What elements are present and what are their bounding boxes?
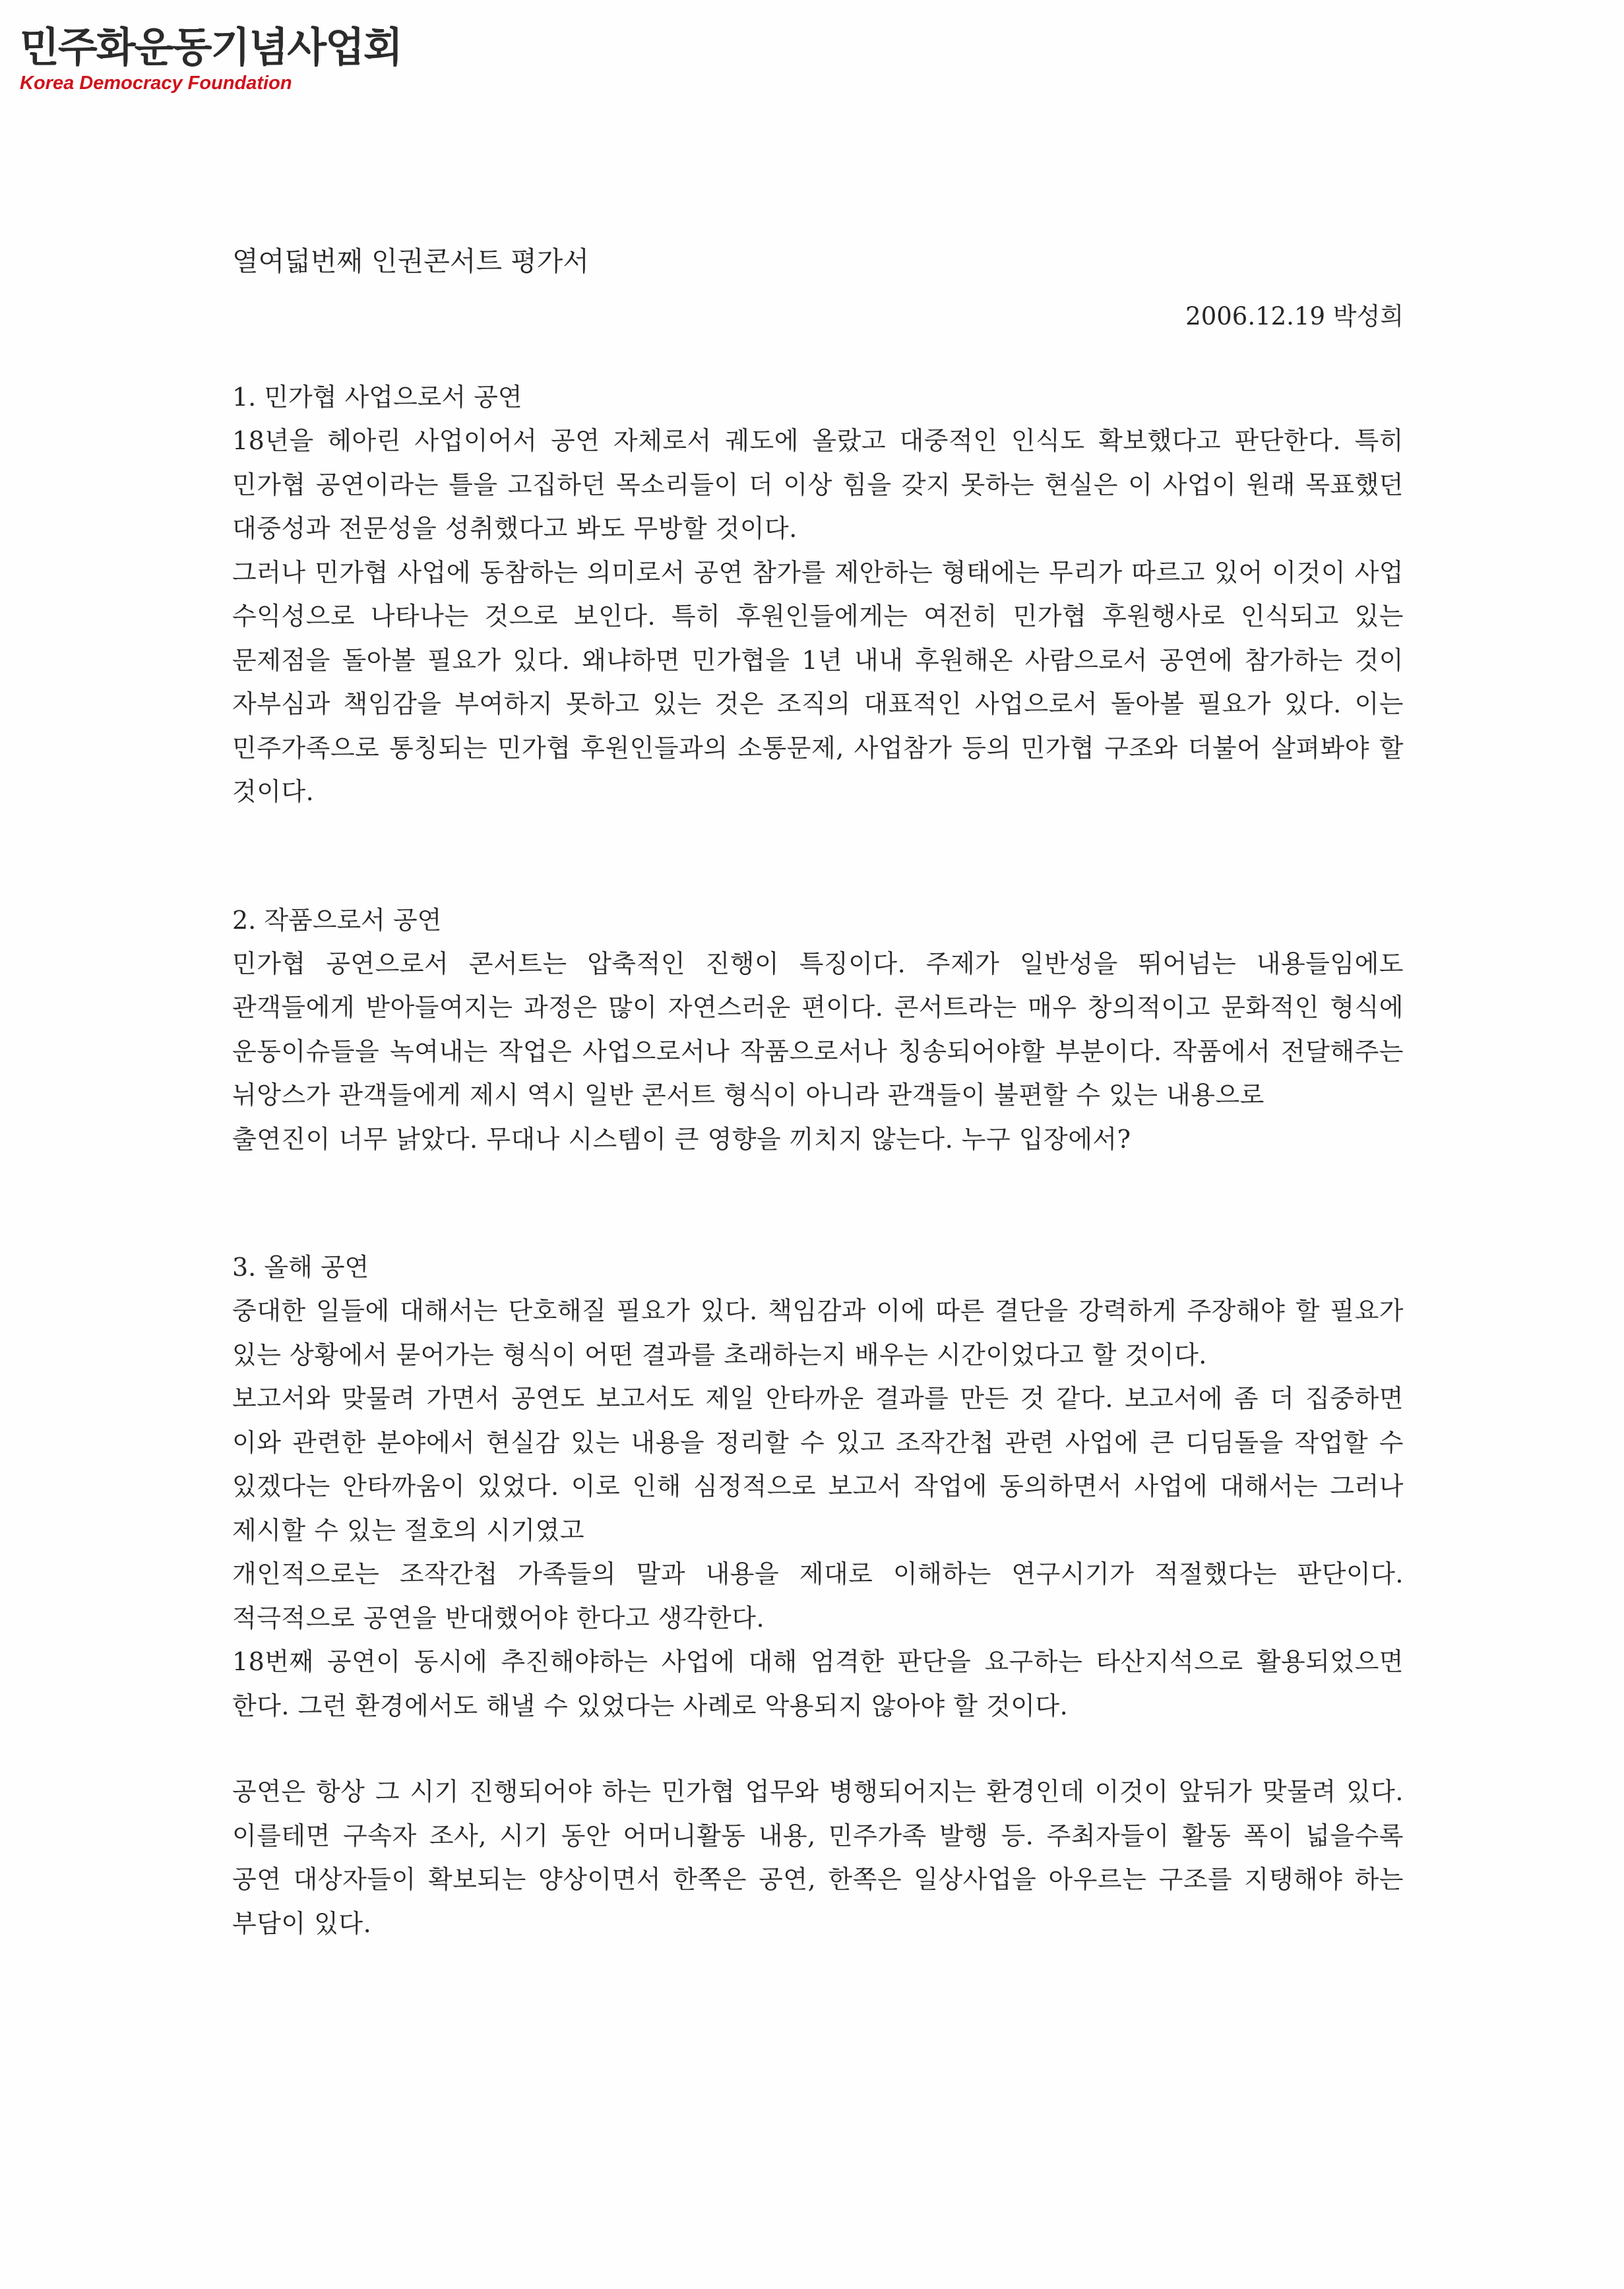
- logo-korean-text: 민주화운동기념사업회: [20, 23, 402, 71]
- section-3: [232, 1245, 1404, 1945]
- document-title: 열여덟번째 인권콘서트 평가서: [232, 245, 589, 277]
- closing-paragraph: 공연은 항상 그 시기 진행되어야 하는 민가협 업무와 병행되어지는 환경인데 이것이 앞뒤가 맞물려 있다. 이를테면 구속자 조사, 시기 동안 어머니활동 내용, 민주가족 발행 등. 주최자들이 활동 폭이 넓을수록 공연 대상자들이 확보되는 양상이면서 한쪽은 공연, 한쪽은 일상사업을 아우르는 구조를 지탱해야 하는 부담이 있다.: [232, 1777, 1404, 1938]
- section-paragraph: 개인적으로는 조작간첩 가족들의 말과 내용을 제대로 이해하는 연구시기가 적절했다는 판단이다. 적극적으로 공연을 반대했어야 한다고 생각한다.: [232, 1559, 1404, 1633]
- section-1: [232, 375, 1404, 814]
- section-paragraph: 18번째 공연이 동시에 추진해야하는 사업에 대해 엄격한 판단을 요구하는 타산지석으로 활용되었으면 한다. 그런 환경에서도 해낼 수 있었다는 사례로 악용되지 않아야 할 것이다.: [232, 1647, 1404, 1720]
- section-paragraph: 민가협 공연으로서 콘서트는 압축적인 진행이 특징이다. 주제가 일반성을 뛰어넘는 내용들임에도 관객들에게 받아들여지는 과정은 많이 자연스러운 편이다. 콘서트라는 매우 창의적이고 문화적인 형식에 운동이슈들을 녹여내는 작업은 사업으로서나 작품으로서나 칭송되어야할 부분이다. 작품에서 전달해주는 뉘앙스가 관객들에게 제시 역시 일반 콘서트 형식이 아니라 관객들이 불편할 수 있는 내용으로: [232, 949, 1404, 1110]
- section-heading: 1. 민가협 사업으로서 공연: [232, 383, 522, 412]
- section-2: [232, 898, 1404, 1162]
- section-paragraph: 중대한 일들에 대해서는 단호해질 필요가 있다. 책임감과 이에 따른 결단을 강력하게 주장해야 할 필요가 있는 상황에서 묻어가는 형식이 어떤 결과를 초래하는지 배우는 시간이었다고 할 것이다.: [232, 1296, 1404, 1369]
- section-heading: 3. 올해 공연: [232, 1253, 369, 1282]
- section-paragraph: 보고서와 맞물려 가면서 공연도 보고서도 제일 안타까운 결과를 만든 것 같다. 보고서에 좀 더 집중하면 이와 관련한 분야에서 현실감 있는 내용을 정리할 수 있고 조작간첩 관련 사업에 큰 디딤돌을 작업할 수 있겠다는 안타까움이 있었다. 이로 인해 심정적으로 보고서 작업에 동의하면서 사업에 대해서는 그러나 제시할 수 있는 절호의 시기였고: [232, 1384, 1404, 1545]
- logo-english-text: Korea Democracy Foundation: [20, 73, 292, 94]
- section-paragraph: 18년을 헤아린 사업이어서 공연 자체로서 궤도에 올랐고 대중적인 인식도 확보했다고 판단한다. 특히 민가협 공연이라는 틀을 고집하던 목소리들이 더 이상 힘을 갖지 못하는 현실은 이 사업이 원래 목표했던 대중성과 전문성을 성취했다고 봐도 무방할 것이다.: [232, 426, 1404, 544]
- section-heading: 2. 작품으로서 공연: [232, 905, 442, 935]
- foundation-logo: [20, 25, 416, 94]
- document-body: [232, 244, 1404, 1945]
- document-date-author: 2006.12.19 박성희: [1185, 302, 1404, 331]
- section-paragraph: 출연진이 너무 낡았다. 무대나 시스템이 큰 영향을 끼치지 않는다. 누구 입장에서?: [232, 1124, 1131, 1154]
- section-paragraph: 그러나 민가협 사업에 동참하는 의미로서 공연 참가를 제안하는 형태에는 무리가 따르고 있어 이것이 사업 수익성으로 나타나는 것으로 보인다. 특히 후원인들에게는 여전히 민가협 후원행사로 인식되고 있는 문제점을 돌아볼 필요가 있다. 왜냐하면 민가협을 1년 내내 후원해온 사람으로서 공연에 참가하는 것이 자부심과 책임감을 부여하지 못하고 있는 것은 조직의 대표적인 사업으로서 돌아볼 필요가 있다. 이는 민주가족으로 통칭되는 민가협 후원인들과의 소통문제, 사업참가 등의 민가협 구조와 더불어 살펴봐야 할 것이다.: [232, 557, 1404, 807]
